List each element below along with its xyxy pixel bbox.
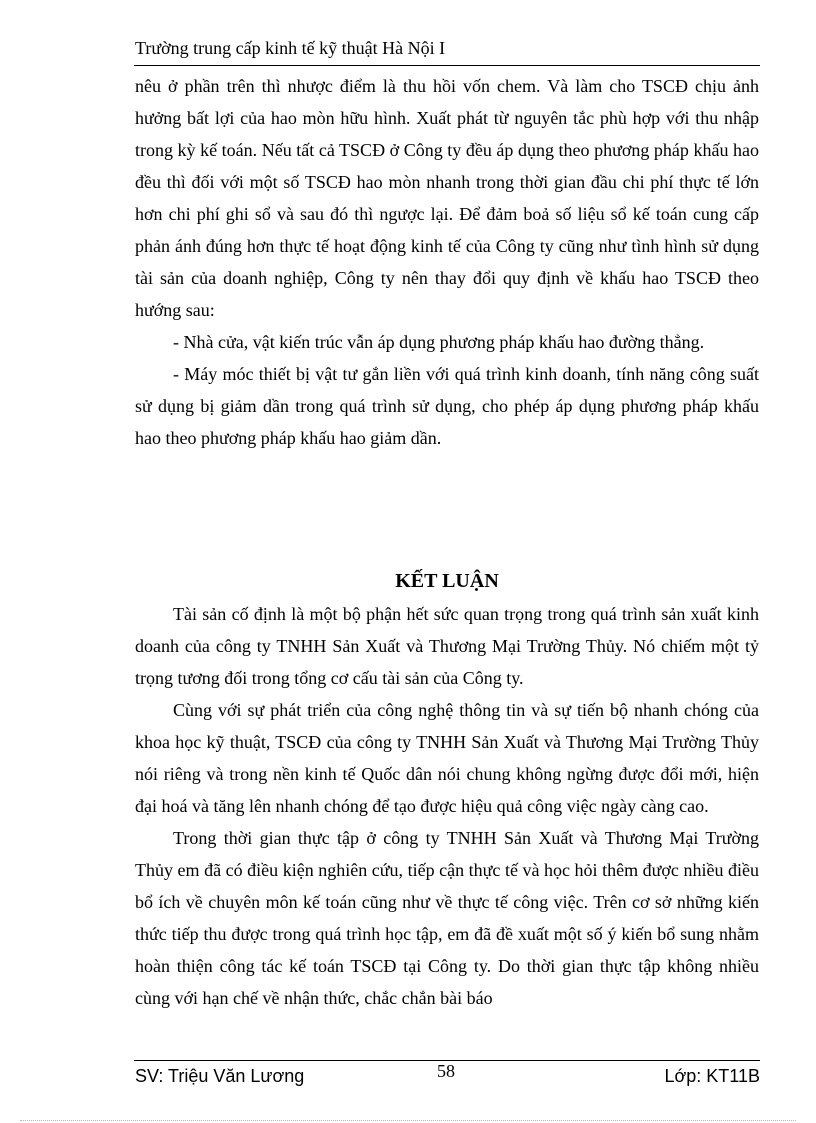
body-section — [135, 70, 759, 454]
footer-class: Lớp: KT11B — [664, 1066, 760, 1086]
conclusion-paragraph-3: Trong thời gian thực tập ở công ty TNHH Sản Xuất và Thương Mại Trường Thủy em đã có điều kiện nghiên cứu, tiếp cận thực tế và học hỏi thêm được nhiều điều bổ ích về chuyên môn kế toán cũng như về thực tế công việc. Trên cơ sở những kiến thức tiếp thu được trong quá trình học tập, em đã đề xuất một số ý kiến bổ sung nhằm hoàn thiện công tác kế toán TSCĐ tại Công ty. Do thời gian thực tập không nhiều cùng với hạn chế về nhận thức, chắc chắn bài báo — [135, 828, 759, 1008]
conclusion-paragraph-2: Cùng với sự phát triển của công nghệ thông tin và sự tiến bộ nhanh chóng của khoa học kỹ thuật, TSCĐ của công ty TNHH Sản Xuất và Thương Mại Trường Thủy nói riêng và trong nền kinh tế Quốc dân nói chung không ngừng được đổi mới, hiện đại hoá và tăng lên nhanh chóng để tạo được hiệu quả công việc ngày càng cao. — [135, 700, 759, 816]
conclusion-title: KẾT LUẬN — [395, 570, 499, 592]
bullet-item-2: - Máy móc thiết bị vật tư gắn liền với quá trình kinh doanh, tính năng công suất sử dụng bị giảm dần trong quá trình sử dụng, cho phép áp dụng phương pháp khấu hao theo phương pháp khấu hao giảm dần. — [135, 364, 759, 448]
conclusion-paragraph-1: Tài sản cố định là một bộ phận hết sức quan trọng trong quá trình sản xuất kinh doanh của công ty TNHH Sản Xuất và Thương Mại Trường Thủy. Nó chiếm một tỷ trọng tương đối trong tổng cơ cấu tài sản của Công ty. — [135, 604, 759, 688]
body-paragraph-1: nêu ở phần trên thì nhược điểm là thu hồi vốn chem. Và làm cho TSCĐ chịu ảnh hưởng bất lợi của hao mòn hữu hình. Xuất phát từ nguyên tắc phù hợp với thu nhập trong kỳ kế toán. Nếu tất cả TSCĐ ở Công ty đều áp dụng theo phương pháp khấu hao đều thì đối với một số TSCĐ hao mòn nhanh trong thời gian đầu chi phí thực tế lớn hơn chi phí ghi sổ và sau đó thì ngược lại. Để đảm boả số liệu sổ kế toán cung cấp phản ánh đúng hơn thực tế hoạt động kinh tế của Công ty cũng như tình hình sử dụng tài sản của doanh nghiệp, Công ty nên thay đổi quy định về khấu hao TSCĐ theo hướng sau: — [135, 76, 759, 320]
bullet-item-1: - Nhà cửa, vật kiến trúc vẫn áp dụng phương pháp khấu hao đường thẳng. — [173, 332, 705, 352]
page-bottom-edge — [20, 1120, 796, 1121]
conclusion-section — [135, 566, 759, 1014]
header-divider — [134, 65, 760, 66]
footer-student-name: SV: Triệu Văn Lương — [135, 1066, 305, 1086]
page-header: Trường trung cấp kinh tế kỹ thuật Hà Nội I — [135, 38, 446, 58]
page-number: 58 — [437, 1061, 455, 1081]
